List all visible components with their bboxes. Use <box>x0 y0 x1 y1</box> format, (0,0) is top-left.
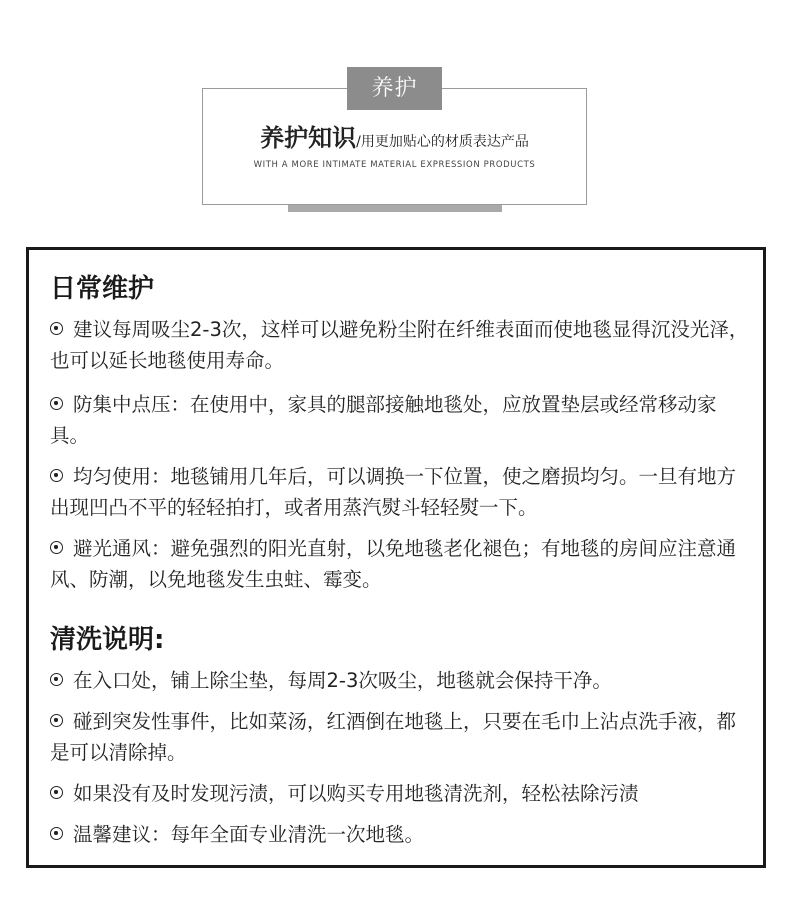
daily-care-item-text: 均匀使用：地毯铺用几年后，可以调换一下位置，使之磨损均匀。一旦有地方出现凹凸不平的轻轻拍打，或者用蒸汽熨斗轻轻熨一下。 <box>50 465 737 519</box>
header-title-row <box>202 118 587 153</box>
circle-dot-icon <box>50 322 63 335</box>
circle-dot-icon <box>50 714 63 727</box>
cleaning-item-text: 在入口处，铺上除尘垫，每周2-3次吸尘，地毯就会保持干净。 <box>73 669 612 692</box>
daily-care-item <box>50 314 750 376</box>
cleaning-item <box>50 706 750 768</box>
header-tab-label: 养护 <box>347 67 442 110</box>
daily-care-item-text: 防集中点压：在使用中，家具的腿部接触地毯处，应放置垫层或经常移动家具。 <box>50 393 717 447</box>
cleaning-item-text: 如果没有及时发现污渍，可以购买专用地毯清洗剂，轻松祛除污渍 <box>73 782 639 805</box>
circle-dot-icon <box>50 827 63 840</box>
circle-dot-icon <box>50 786 63 799</box>
header-subtitle: /用更加贴心的材质表达产品 <box>356 134 529 150</box>
cleaning-item <box>50 819 750 850</box>
circle-dot-icon <box>50 469 63 482</box>
header-title: 养护知识 <box>260 124 357 152</box>
cleaning-item <box>50 665 750 696</box>
circle-dot-icon <box>50 397 63 410</box>
daily-care-item-text: 避光通风：避免强烈的阳光直射，以免地毯老化褪色；有地毯的房间应注意通风、防潮，以免地毯发生虫蛀、霉变。 <box>50 537 737 591</box>
circle-dot-icon <box>50 541 63 554</box>
daily-care-item <box>50 461 750 523</box>
daily-care-item <box>50 389 750 451</box>
daily-care-item <box>50 533 750 595</box>
header-english-tagline: WITH A MORE INTIMATE MATERIAL EXPRESSION PRODUCTS <box>253 160 536 170</box>
cleaning-item-text: 温馨建议：每年全面专业清洗一次地毯。 <box>73 823 425 846</box>
cleaning-heading: 清洗说明: <box>50 625 165 655</box>
circle-dot-icon <box>50 673 63 686</box>
cleaning-item-text: 碰到突发性事件，比如菜汤，红酒倒在地毯上，只要在毛巾上沾点洗手液，都是可以清除掉。 <box>50 710 737 764</box>
daily-care-heading: 日常维护 <box>50 274 155 304</box>
header-underbar <box>288 205 502 212</box>
cleaning-item <box>50 778 750 809</box>
daily-care-item-text: 建议每周吸尘2-3次，这样可以避免粉尘附在纤维表面而使地毯显得沉没光泽，也可以延长地毯使用寿命。 <box>50 318 749 372</box>
